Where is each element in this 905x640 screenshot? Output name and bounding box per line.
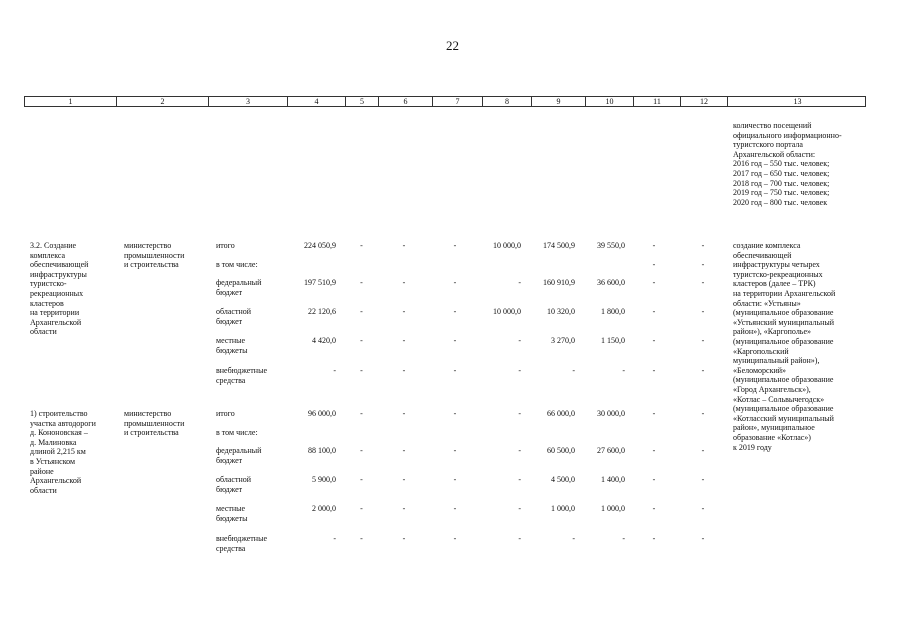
value-cell-c10: - [622, 534, 625, 543]
value-cell-c11: - [652, 534, 656, 543]
value-cell-c12: - [701, 475, 705, 484]
result-line: (муниципальное образование [733, 375, 834, 385]
executor-line: министерство [124, 241, 172, 250]
result-line: «Беломорский» [733, 365, 787, 375]
value-cell-c7: - [453, 534, 457, 543]
funding-source-label: средства [216, 543, 246, 553]
value-cell-c8: 10 000,0 [493, 307, 521, 316]
value-cell-c12: - [701, 307, 705, 316]
value-cell-c6: - [402, 336, 406, 345]
value-cell-c9: 3 270,0 [551, 336, 575, 345]
executor-line: и строительства [124, 260, 179, 270]
indicator-line: 2020 год – 800 тыс. человек [733, 197, 828, 207]
funding-source-label: бюджеты [216, 345, 248, 355]
indicator-line: Архангельской области: [733, 149, 816, 159]
executor-line: министерство [124, 409, 172, 418]
value-cell-c5: - [360, 241, 363, 250]
funding-source-label: средства [216, 375, 246, 385]
value-cell-c10: 1 000,0 [601, 504, 625, 513]
value-cell-c4: 197 510,9 [304, 278, 336, 287]
item-name-line: кластеров [30, 298, 64, 308]
value-cell-c6: - [402, 504, 406, 513]
value-cell-c11: - [652, 446, 656, 455]
value-cell-c5: - [360, 534, 363, 543]
column-header-13: 13 [793, 97, 802, 106]
value-cell-c11: - [652, 504, 656, 513]
item-name-line: 3.2. Создание [30, 241, 77, 250]
result-line: «Каргопольский [733, 346, 789, 356]
value-cell-c4: 96 000,0 [308, 409, 336, 418]
item-name-line: д. Кононовская – [30, 428, 88, 438]
indicator-line: количество посещений [733, 121, 812, 130]
value-cell-c6: - [402, 534, 406, 543]
value-cell-c12: - [701, 366, 705, 375]
value-cell-c8: - [518, 475, 521, 484]
value-cell-c8: - [518, 534, 521, 543]
value-cell-c5: - [360, 446, 363, 455]
column-header-9: 9 [532, 97, 586, 106]
column-header-4: 4 [288, 97, 346, 106]
value-cell-c11: - [652, 475, 656, 484]
result-line: муниципальный район»), [733, 356, 820, 366]
value-cell-c6: - [402, 446, 406, 455]
value-cell-c10: - [622, 366, 625, 375]
value-cell-c10: 27 600,0 [597, 446, 625, 455]
value-cell-c12: - [701, 336, 705, 345]
item-name-line: участка автодороги [30, 418, 96, 428]
funding-source-label: итого [216, 409, 235, 418]
value-cell-c10: 36 600,0 [597, 278, 625, 287]
value-cell-c11: - [652, 278, 656, 287]
value-cell-c11: - [652, 336, 656, 345]
value-cell-c8: - [518, 446, 521, 455]
result-line: район»), «Каргополье» [733, 327, 812, 337]
value-cell-c7: - [453, 366, 457, 375]
value-cell-c9: - [572, 366, 575, 375]
indicator-line: 2019 год – 750 тыс. человек; [733, 188, 830, 198]
value-cell-c9: 174 500,9 [543, 241, 575, 250]
value-cell-c5: - [360, 366, 363, 375]
funding-source-label: областной [216, 475, 252, 484]
value-cell-c7: - [453, 241, 457, 250]
column-header-3: 3 [209, 97, 288, 106]
value-cell-c8: - [518, 504, 521, 513]
column-header-1: 1 [25, 97, 117, 106]
funding-source-label: в том числе: [216, 260, 258, 269]
value-cell-c6: - [402, 307, 406, 316]
column-header-5: 5 [346, 97, 379, 106]
value-cell-c11: - [652, 409, 656, 418]
indicator-line: туристского портала [733, 140, 803, 150]
value-cell-c6: - [402, 278, 406, 287]
item-name-line: комплекса [30, 250, 66, 260]
result-line: район», муниципальное [733, 423, 815, 433]
value-cell-c10: 1 800,0 [601, 307, 625, 316]
executor-line: промышленности [124, 250, 185, 260]
value-cell-c8: - [518, 409, 521, 418]
value-cell-c12: - [701, 278, 705, 287]
executor-line: и строительства [124, 428, 179, 438]
item-name-line: районе [30, 466, 54, 476]
result-line: образование «Котлас») [733, 433, 811, 442]
value-cell-c5: - [360, 336, 363, 345]
funding-source-label: местные [216, 504, 246, 513]
value-cell-c12: - [701, 260, 705, 269]
funding-source-label: бюджет [216, 287, 243, 297]
value-cell-c11: - [652, 241, 656, 250]
value-cell-c5: - [360, 278, 363, 287]
funding-source-label: итого [216, 241, 235, 250]
value-cell-c6: - [402, 241, 406, 250]
value-cell-c12: - [701, 409, 705, 418]
result-line: на территории Архангельской [733, 289, 836, 298]
value-cell-c7: - [453, 504, 457, 513]
page-number: 22 [446, 38, 459, 53]
value-cell-c8: - [518, 366, 521, 375]
column-header-2: 2 [117, 97, 209, 106]
value-cell-c8: 10 000,0 [493, 241, 521, 250]
value-cell-c12: - [701, 504, 705, 513]
value-cell-c6: - [402, 366, 406, 375]
result-line: к 2019 году [733, 442, 772, 452]
value-cell-c9: 1 000,0 [551, 504, 575, 513]
value-cell-c6: - [402, 475, 406, 484]
column-header-10: 10 [586, 97, 634, 106]
result-line: «Котласский муниципальный [733, 413, 834, 423]
value-cell-c4: 5 900,0 [312, 475, 336, 484]
value-cell-c10: 1 400,0 [601, 475, 625, 484]
column-header-12: 12 [681, 97, 728, 106]
value-cell-c6: - [402, 409, 406, 418]
item-name-line: Архангельской [30, 476, 82, 486]
column-header-7: 7 [433, 97, 483, 106]
value-cell-c9: 160 910,9 [543, 278, 575, 287]
value-cell-c11: - [652, 366, 656, 375]
item-name-line: рекреационных [30, 289, 84, 298]
value-cell-c4: 4 420,0 [312, 336, 336, 345]
value-cell-c4: 88 100,0 [308, 446, 336, 455]
value-cell-c12: - [701, 446, 705, 455]
funding-source-label: бюджеты [216, 513, 248, 523]
funding-source-label: в том числе: [216, 428, 258, 437]
value-cell-c8: - [518, 336, 521, 345]
item-name-line: области [30, 327, 57, 337]
funding-source-label: бюджет [216, 484, 243, 494]
value-cell-c7: - [453, 307, 457, 316]
value-cell-c5: - [360, 307, 363, 316]
value-cell-c5: - [360, 475, 363, 484]
value-cell-c9: 60 500,0 [547, 446, 575, 455]
value-cell-c9: - [572, 534, 575, 543]
value-cell-c5: - [360, 409, 363, 418]
value-cell-c11: - [652, 260, 656, 269]
value-cell-c4: 22 120,6 [308, 307, 336, 316]
value-cell-c4: - [333, 534, 336, 543]
result-line: «Устьянский муниципальный [733, 317, 835, 327]
indicator-line: 2017 год – 650 тыс. человек; [733, 169, 830, 178]
value-cell-c10: 39 550,0 [597, 241, 625, 250]
column-header-8: 8 [483, 97, 532, 106]
value-cell-c12: - [701, 241, 705, 250]
value-cell-c7: - [453, 475, 457, 484]
value-cell-c10: 1 150,0 [601, 336, 625, 345]
item-name-line: длиной 2,215 км [30, 447, 86, 457]
indicator-line: 2018 год – 700 тыс. человек; [733, 178, 830, 188]
value-cell-c7: - [453, 278, 457, 287]
item-name-line: обеспечивающей [30, 260, 89, 270]
result-line: «Город Архангельск»), [733, 385, 811, 394]
value-cell-c4: 2 000,0 [312, 504, 336, 513]
value-cell-c8: - [518, 278, 521, 287]
result-line: «Котлас – Сольвычегодск» [733, 394, 825, 404]
result-line: кластеров (далее – ТРК) [733, 279, 816, 289]
item-name-line: инфраструктуры [30, 269, 87, 279]
item-name-line: на территории [30, 308, 80, 318]
result-line: (муниципальное образование [733, 404, 834, 414]
value-cell-c9: 10 320,0 [547, 307, 575, 316]
item-name-line: Архангельской [30, 317, 82, 327]
item-name-line: туристско- [30, 279, 67, 289]
result-line: (муниципальное образование [733, 337, 834, 346]
item-name-line: области [30, 485, 57, 495]
value-cell-c5: - [360, 504, 363, 513]
item-name-line: 1) строительство [30, 409, 88, 418]
value-cell-c7: - [453, 336, 457, 345]
value-cell-c7: - [453, 446, 457, 455]
item-name-line: д. Малиновка [30, 437, 77, 447]
indicator-line: 2016 год – 550 тыс. человек; [733, 159, 830, 169]
funding-source-label: бюджет [216, 316, 243, 326]
funding-source-label: внебюджетные [216, 534, 267, 543]
result-line: создание комплекса [733, 241, 801, 250]
result-line: (муниципальное образование [733, 308, 834, 318]
funding-source-label: местные [216, 336, 246, 345]
column-header-6: 6 [379, 97, 433, 106]
item-name-line: в Устьянском [30, 457, 76, 466]
funding-source-label: внебюджетные [216, 366, 267, 375]
funding-source-label: федеральный [216, 278, 262, 287]
funding-source-label: областной [216, 307, 252, 316]
value-cell-c9: 4 500,0 [551, 475, 575, 484]
column-number-header [24, 96, 866, 107]
value-cell-c10: 30 000,0 [597, 409, 625, 418]
executor-line: промышленности [124, 418, 185, 428]
value-cell-c12: - [701, 534, 705, 543]
indicator-line: официального информационно- [733, 130, 842, 140]
funding-source-label: бюджет [216, 455, 243, 465]
column-header-11: 11 [634, 97, 681, 106]
value-cell-c4: 224 050,9 [304, 241, 336, 250]
value-cell-c4: - [333, 366, 336, 375]
result-line: туристско-рекреационных [733, 269, 823, 279]
result-line: области: «Устьяны» [733, 298, 801, 308]
result-line: обеспечивающей [733, 250, 792, 260]
value-cell-c7: - [453, 409, 457, 418]
result-line: инфраструктуры четырех [733, 260, 820, 270]
funding-source-label: федеральный [216, 446, 262, 455]
value-cell-c9: 66 000,0 [547, 409, 575, 418]
value-cell-c11: - [652, 307, 656, 316]
